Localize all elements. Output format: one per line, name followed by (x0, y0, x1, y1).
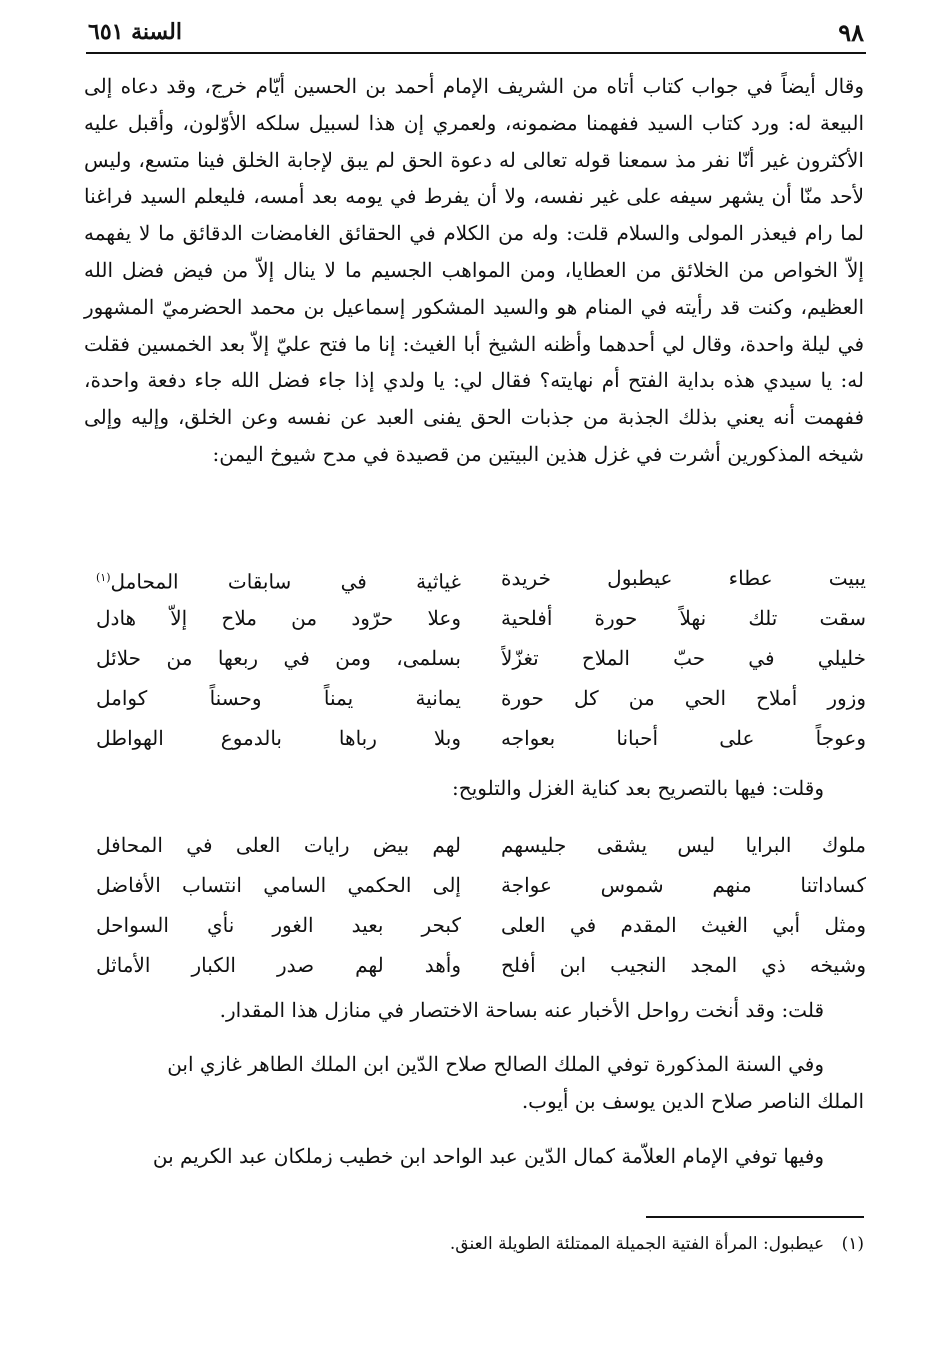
hemistich-text: غياثية في سابقات المحامل (110, 569, 461, 594)
transition-line: وقلت: فيها بالتصريح بعد كناية الغزل والتلويح: (452, 776, 824, 800)
verse-first-hemistich: كساداتنا منهم شموس عواجة (501, 873, 866, 897)
page-number: ٩٨ (838, 17, 864, 47)
header-rule (86, 52, 866, 54)
text-line: البيتين من قصيدة في مدح شيوخ اليمن: (212, 441, 540, 466)
text-line: وفي السنة المذكورة توفي الملك الصالح صلاح الدّين ابن الملك الطاهر غازي ابن (167, 1052, 824, 1076)
verse-first-hemistich: خليلي في حبّ الملاح تغزّلاً (501, 646, 866, 670)
verse-first-hemistich: وعوجاً على أحبانا بعواجه (501, 726, 866, 750)
verse-first-hemistich: وزور أملاح الحي من كل حورة (501, 686, 866, 710)
paragraph-closing-note: قلت: وقد أنخت رواحل الأخبار عنه بساحة الاختصار في منازل هذا المقدار. (219, 998, 824, 1022)
running-header (88, 14, 864, 50)
verse-first-hemistich: سقت تلك نهلاً حورة أفلحية (501, 606, 866, 630)
verse-first-hemistich: ملوك البرايا ليس يشقى جليسهم (501, 833, 866, 857)
poem-second (96, 825, 866, 985)
verse-second-hemistich: وبلا رباها بالدموع الهواطل (96, 726, 461, 750)
footnote-marker: (١) (96, 571, 111, 584)
year-label: السنة ٦٥١ (88, 19, 182, 45)
footnote-text: عيطبول: المرأة الفتية الجميلة الممتلئة الطويلة العنق. (449, 1234, 825, 1254)
verse-second-hemistich: كبحر بعيد الغور نأي السواحل (96, 913, 461, 937)
verse-second-hemistich: لهم بيض رايات العلى في المحافل (96, 833, 461, 857)
verse-first-hemistich: يبيت عطاء عيطبول خريدة (501, 566, 866, 590)
verse-second-hemistich (96, 558, 461, 598)
text-line: الأوّلون، وأقبل عليه الأكثرون غير أنّا نفر مذ سمعنا قوله تعالى له دعوة الحق لم يبق لإجابة (84, 110, 864, 172)
verse-second-hemistich: إلى الحكمي السامي انتساب الأفاضل (96, 873, 461, 897)
footnote (84, 1234, 864, 1254)
paragraph-death-notice-second: وفيها توفي الإمام العلاّمة كمال الدّين عبد الواحد ابن خطيب زملكان عبد الكريم بن (152, 1144, 824, 1168)
text-line: ما لا ينال إلاّ من فيض فضل الله العظيم، وكنت قد رأيته في المنام هو والسيد المشكور (84, 257, 864, 319)
text-line: الغامضات الدقائق ما لا يفهمه إلاّ الخواص من الخلائق من العطايا، ومن المواهب الجسيم (84, 221, 864, 282)
footnote-number: (١) (841, 1234, 864, 1254)
verse-second-hemistich: بسلمى، ومن في ربعها من حلائل (96, 646, 461, 670)
text-line: الملك الناصر صلاح الدين يوسف بن أيوب. (521, 1089, 864, 1113)
text-line: أمسه، فليعلم السيد فراغنا لما رام فيعذر المولى والسلام قلت: وله من الكلام في الحقائق (84, 184, 865, 246)
verse-first-hemistich: ومثل أبي الغيث المقدم في العلى (501, 913, 866, 937)
poem-first (96, 558, 866, 758)
footnote-rule (646, 1216, 864, 1218)
text-line: الحق يفنى العبد عن نفسه وعن الخلق، وإليه وإلى شيخه المذكورين أشرت في غزل هذين (84, 405, 864, 466)
text-line: الخلق فينا متسع، وليس لأحد منّا أن يشهر سيفه على غير نفسه، ولا أن يفرط في يومه بعد (84, 147, 864, 209)
verse-second-hemistich: وعلا حرّود من ملاح إلاّ هادل (96, 606, 461, 630)
verse-first-hemistich: وشيخه ذي المجد النجيب ابن أفلح (501, 953, 866, 977)
verse-second-hemistich: يمانية يمناً وحسناً كوامل (96, 686, 461, 710)
text-line: لي: يا ولدي إذا جاء فضل الله جاء دفعة واحدة، ففهمت أنه يعني بذلك الجذبة من جذبات (84, 368, 865, 430)
main-paragraph (84, 68, 864, 473)
text-line: وقال أيضاً في جواب كتاب أتاه من الشريف الإمام أحمد بن الحسين أيّام خرج، وقد (166, 74, 864, 98)
text-line: إسماعيل بن محمد الحضرميّ المشهور في ليلة واحدة، وقال لي أحدهما وأظنه الشيخ أبا (84, 294, 864, 356)
text-line: الغيث: إنا ما فتح عليّ إلاّ بعد الخمسين فقلت له: يا سيدي هذه بداية الفتح أم نهايته؟ فقال (84, 331, 865, 393)
verse-second-hemistich: وأهد لهم صدر الكبار الأماثل (96, 953, 461, 977)
paragraph-death-notice (84, 1046, 864, 1120)
text-line: دعاه إلى البيعة له: ورد كتاب السيد ففهمنا مضمونه، ولعمري إن هذا لسبيل سلكه (84, 74, 864, 135)
